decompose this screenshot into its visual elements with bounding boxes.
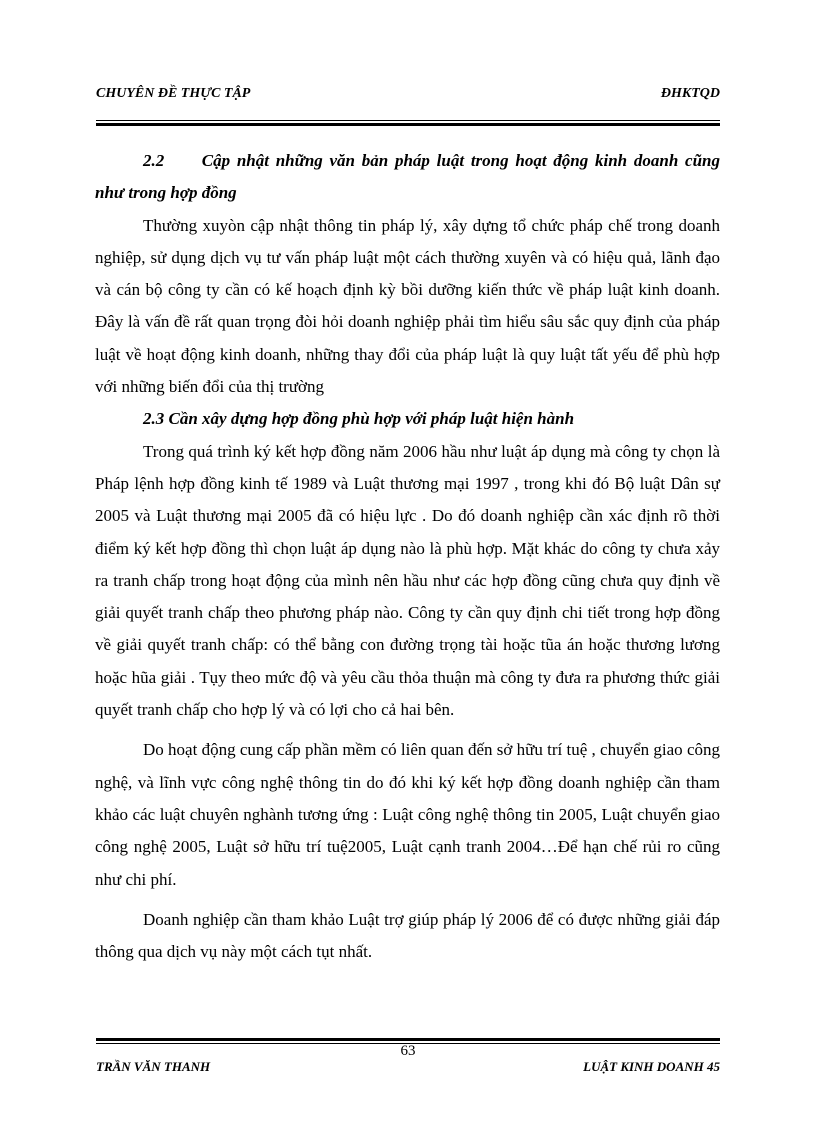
section-2-3-paragraph-2: Do hoạt động cung cấp phần mềm có liên quan đến sở hữu trí tuệ , chuyển giao công nghệ, và lĩnh vực công nghệ thông tin do đó khi ký kết hợp đồng doanh nghiệp cần tham khảo các luật chuyên nghành tương ứng : Luật công nghệ thông tin 2005, Luật chuyển giao công nghệ 2005, Luật sở hữu trí tuệ2005, Luật cạnh tranh 2004…Để hạn chế rủi ro cũng như chi phí. <box>95 740 720 889</box>
page-footer <box>96 1055 720 1075</box>
page-header <box>96 86 720 110</box>
section-2-2-paragraph: Thường xuyòn cập nhật thông tin pháp lý, xây dựng tổ chức pháp chế trong doanh nghiệp, sử dụng dịch vụ tư vấn pháp luật một cách thường xuyên và có hiệu quả, lãnh đạo và cán bộ công ty cần có kế hoạch định kỳ bồi dưỡng kiến thức về pháp luật kinh doanh. Đây là vấn đề rất quan trọng đòi hỏi doanh nghiệp phải tìm hiểu sâu sắc quy định của pháp luật về hoạt động kinh doanh, những thay đổi của pháp luật là quy luật tất yếu để phù hợp với những biến đổi của thị trường <box>95 215 720 397</box>
section-2-2-heading <box>95 145 720 210</box>
footer-class: LUẬT KINH DOANH 45 <box>583 1059 720 1074</box>
section-2-2-title: Cập nhật những văn bản pháp luật trong hoạt động kinh doanh cũng như trong hợp đồng <box>95 151 720 203</box>
section-2-3-paragraph-1: Trong quá trình ký kết hợp đồng năm 2006 hầu như luật áp dụng mà công ty chọn là Pháp lệnh hợp đồng kinh tế 1989 và Luật thương mại 1997 , trong khi đó Bộ luật Dân sự 2005 và Luật thương mại 2005 đã có hiệu lực . Do đó doanh nghiệp cần xác định rõ thời điểm ký kết hợp đồng thì chọn luật áp dụng nào là phù hợp. Mặt khác do công ty chưa xảy ra tranh chấp trong hoạt động của mình nên hầu như các hợp đồng cũng chưa quy định về giải quyết tranh chấp theo phương pháp nào. Công ty cần quy định chi tiết trong hợp đồng về giải quyết tranh chấp: có thể bằng con đường trọng tài hoặc tũa án hoặc thương lương hoặc hũa giải . Tụy theo mức độ và yêu cầu thỏa thuận mà công ty đưa ra phương thức giải quyết tranh chấp cho hợp lý và có lợi cho cả hai bên. <box>95 441 720 720</box>
page-body <box>95 145 720 968</box>
section-2-3-heading: 2.3 Cần xây dựng hợp đồng phù hợp với pháp luật hiện hành <box>143 409 575 429</box>
page-number: 63 <box>400 1043 416 1059</box>
section-2-2-number: 2.2 <box>143 151 165 170</box>
header-left-title: CHUYÊN ĐỀ THỰC TẬP <box>96 86 251 101</box>
header-rule-thick <box>96 123 720 126</box>
section-2-3-paragraph-3: Doanh nghiệp cần tham khảo Luật trợ giúp pháp lý 2006 để có được những giải đáp thông qua dịch vụ này một cách tụt nhất. <box>95 909 720 962</box>
header-right-title: ĐHKTQD <box>660 86 720 101</box>
footer-author: TRẦN VĂN THANH <box>96 1059 211 1074</box>
header-rule-thin <box>96 120 720 121</box>
footer-rule-thick <box>96 1038 720 1041</box>
